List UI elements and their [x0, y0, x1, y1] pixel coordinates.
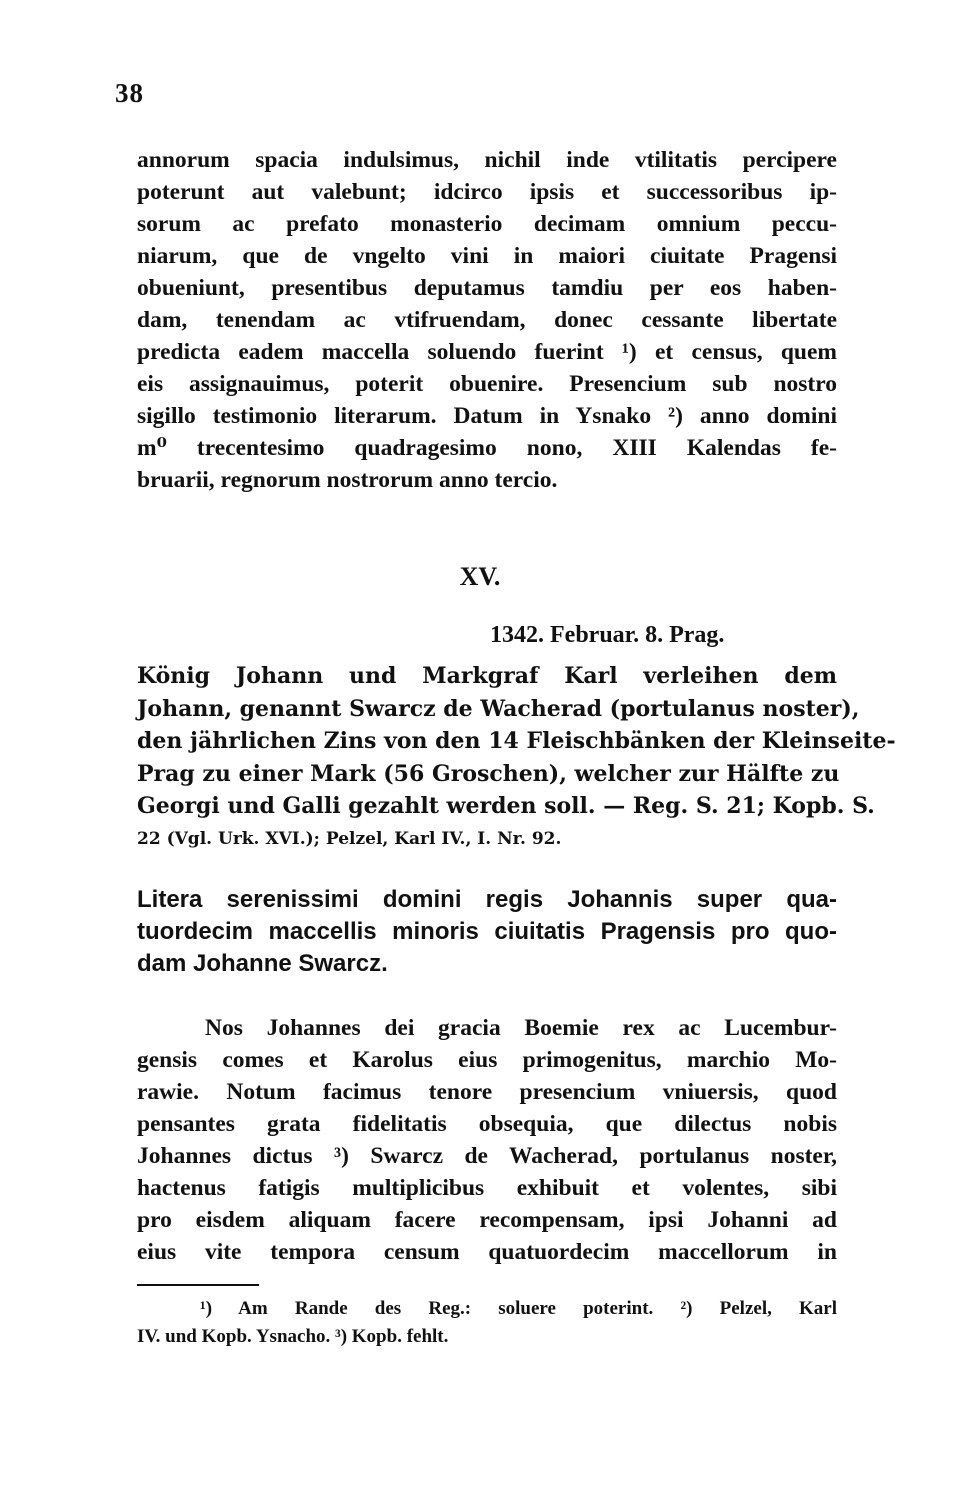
regest-line: Prag zu einer Mark (56 Groschen), welcher zur Hälfte zu — [137, 760, 840, 787]
text-line: dam, tenendam ac vtifruendam, donec cessante libertate — [137, 307, 837, 333]
text-line: gensis comes et Karolus eius primogenitus, marchio Mo- — [137, 1047, 837, 1073]
regest-line: 22 (Vgl. Urk. XVI.); Pelzel, Karl IV., I. Nr. 92. — [137, 828, 562, 849]
text-line: hactenus fatigis multiplicibus exhibuit et volentes, sibi — [137, 1175, 837, 1201]
text-line: pro eisdem aliquam facere recompensam, ipsi Johanni ad — [137, 1207, 837, 1233]
regest-line: Johann, genannt Swarcz de Wacherad (portulanus noster), — [137, 695, 860, 722]
heading-line: tuordecim maccellis minoris ciuitatis Pragensis pro quo- — [137, 918, 837, 945]
text-line: poterunt aut valebunt; idcirco ipsis et successoribus ip- — [137, 179, 837, 205]
continuation-paragraph — [137, 144, 837, 496]
text-line: eius vite tempora censum quatuordecim maccellorum in — [137, 1239, 837, 1265]
footnote-line: ¹) Am Rande des Reg.: soluere poterint. ²) Pelzel, Karl — [200, 1298, 837, 1319]
footnote-divider — [137, 1284, 259, 1286]
text-line: obueniunt, presentibus deputamus tamdiu per eos haben- — [137, 275, 837, 301]
heading-line: dam Johanne Swarcz. — [137, 950, 388, 977]
text-line: niarum, que de vngelto vini in maiori ciuitate Pragensi — [137, 243, 837, 269]
footnote-line: IV. und Kopb. Ysnacho. ³) Kopb. fehlt. — [137, 1326, 449, 1347]
document-regest — [137, 660, 896, 855]
regest-line: Georgi und Galli gezahlt werden soll. — Reg. S. 21; Kopb. S. — [137, 793, 875, 819]
text-line: annorum spacia indulsimus, nichil inde vtilitatis percipere — [137, 147, 837, 173]
footnotes — [137, 1295, 837, 1351]
text-line: pensantes grata fidelitatis obsequia, que dilectus nobis — [137, 1111, 837, 1137]
text-line: predicta eadem maccella soluendo fuerint ¹) et census, quem — [137, 339, 837, 365]
text-line: eis assignauimus, poterit obuenire. Presencium sub nostro — [137, 371, 837, 397]
document-text — [137, 1012, 837, 1268]
text-line: Johannes dictus ³) Swarcz de Wacherad, portulanus noster, — [137, 1143, 837, 1169]
text-line: sorum ac prefato monasterio decimam omnium peccu- — [137, 211, 837, 237]
regest-line: König Johann und Markgraf Karl verleihen dem — [137, 663, 837, 689]
page-number: 38 — [115, 78, 144, 108]
regest-line: den jährlichen Zins von den 14 Fleischbänken der Kleinseite- — [137, 728, 896, 754]
text-line: bruarii, regnorum nostrorum anno tercio. — [137, 467, 558, 493]
document-heading — [137, 884, 837, 980]
text-line: rawie. Notum facimus tenore presencium vniuersis, quod — [137, 1079, 837, 1105]
document-dateline: 1342. Februar. 8. Prag. — [490, 622, 725, 648]
heading-line: Litera serenissimi domini regis Johannis super qua- — [137, 886, 837, 913]
document-number: XV. — [459, 562, 501, 591]
text-line: sigillo testimonio literarum. Datum in Ysnako ²) anno domini — [137, 403, 837, 429]
text-line: m⁰ trecentesimo quadragesimo nono, XIII Kalendas fe- — [137, 435, 837, 461]
text-line: Nos Johannes dei gracia Boemie rex ac Lucembur- — [205, 1015, 837, 1041]
